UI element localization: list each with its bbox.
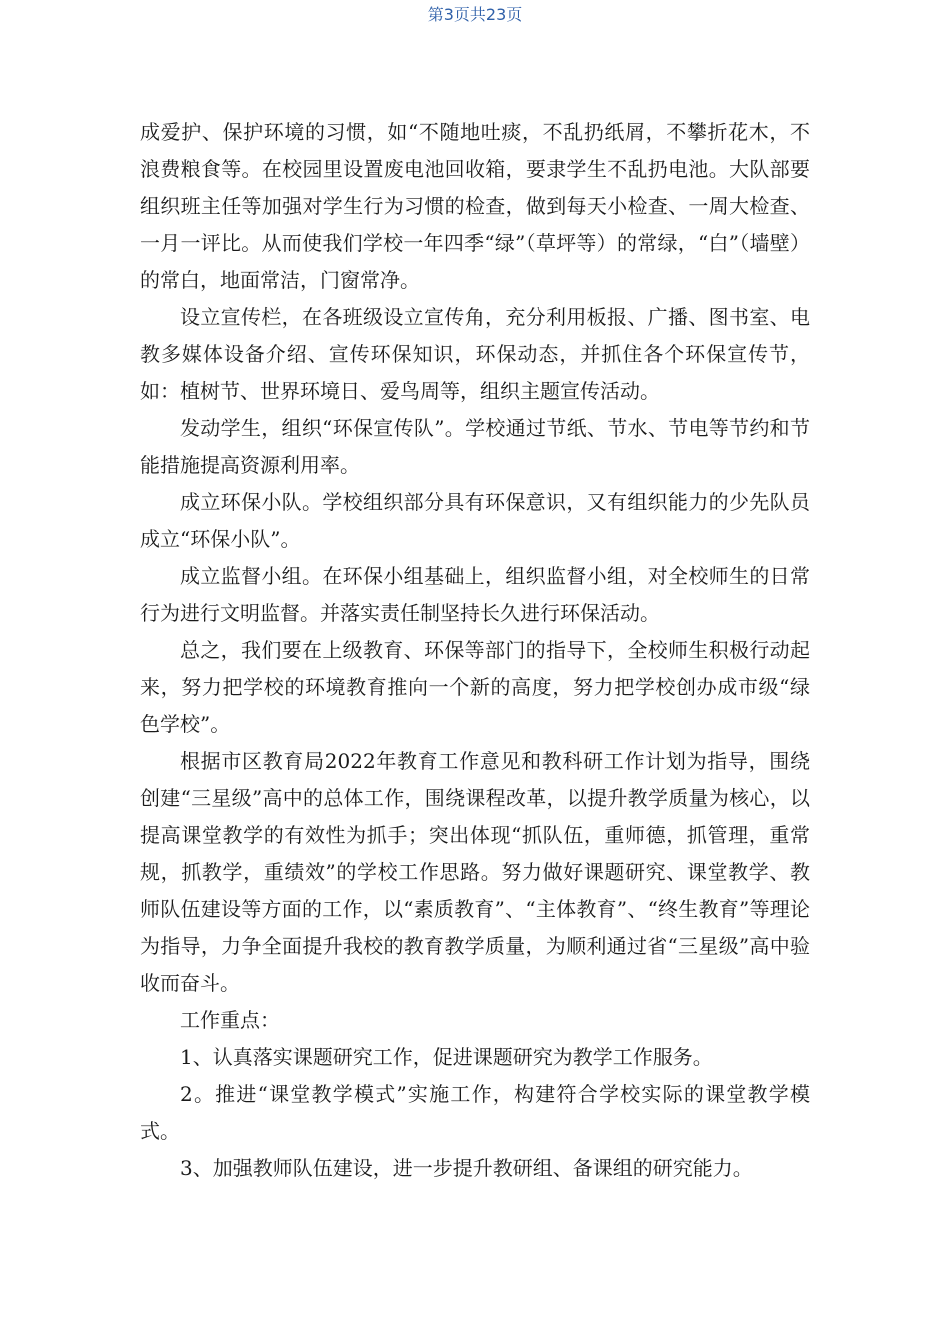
paragraph: 发动学生，组织“环保宣传队”。学校通过节纸、节水、节电等节约和节能措施提高资源利用率。 bbox=[140, 416, 810, 477]
paragraph: 根据市区教育局2022年教育工作意见和教科研工作计划为指导，围绕创建“三星级”高中的总体工作，围绕课程改革，以提升教学质量为核心，以提高课堂教学的有效性为抓手；突出体现“抓队伍，重师德，抓管理，重常规，抓教学，重绩效”的学校工作思路。努力做好课题研究、课堂教学、教师队伍建设等方面的工作，以“素质教育”、“主体教育”、“终生教育”等理论为指导，力争全面提升我校的教育教学质量，为顺利通过省“三星级”高中验收而奋斗。 bbox=[140, 749, 810, 995]
list-item: 1、认真落实课题研究工作，促进课题研究为教学工作服务。 bbox=[180, 1045, 713, 1069]
section-heading: 工作重点： bbox=[180, 1008, 280, 1032]
paragraph: 成立监督小组。在环保小组基础上，组织监督小组，对全校师生的日常行为进行文明监督。并落实责任制坚持长久进行环保活动。 bbox=[140, 564, 810, 625]
paragraph: 成立环保小队。学校组织部分具有环保意识，又有组织能力的少先队员成立“环保小队”。 bbox=[140, 490, 810, 551]
paragraph: 总之，我们要在上级教育、环保等部门的指导下，全校师生积极行动起来，努力把学校的环境教育推向一个新的高度，努力把学校创办成市级“绿色学校”。 bbox=[140, 638, 810, 736]
page-indicator: 第3页共23页 bbox=[427, 5, 523, 24]
paragraph: 设立宣传栏，在各班级设立宣传角，充分利用板报、广播、图书室、电教多媒体设备介绍、宣传环保知识，环保动态，并抓住各个环保宣传节，如：植树节、世界环境日、爱鸟周等，组织主题宣传活动。 bbox=[140, 305, 810, 403]
document-body bbox=[140, 114, 810, 1187]
list-item: 2。推进“课堂教学模式”实施工作，构建符合学校实际的课堂教学模式。 bbox=[140, 1082, 810, 1143]
paragraph: 成爱护、保护环境的习惯，如“不随地吐痰，不乱扔纸屑，不攀折花木，不浪费粮食等。在校园里设置废电池回收箱，要隶学生不乱扔电池。大队部要组织班主任等加强对学生行为习惯的检查，做到每天小检查、一周大检查、一月一评比。从而使我们学校一年四季“绿”（草坪等）的常绿，“白”（墙壁）的常白，地面常洁，门窗常净。 bbox=[140, 120, 810, 292]
list-item: 3、加强教师队伍建设，进一步提升教研组、备课组的研究能力。 bbox=[180, 1156, 753, 1180]
